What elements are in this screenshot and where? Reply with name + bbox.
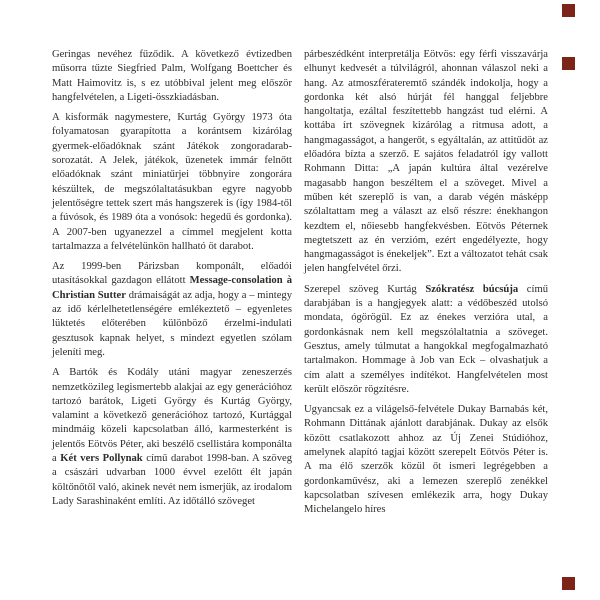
paragraph [304, 403, 548, 517]
body-text: A Bartók és Kodály utáni magyar zeneszerzés nemzetközileg legismertebb alakjai az egy generációhoz tartozó barátok, Ligeti György és Kurtág György, valamint a következő generációhoz tartozó, Kurtággal mindmáig közeli kapcsolatban álló, karmesterként is jelentős Eötvös Péter, aki beszélő csellistára komponálta a [52, 367, 292, 465]
square-marker-icon [562, 4, 575, 17]
work-title-bold: Message-consolation à Christian Sutter [52, 275, 292, 301]
square-marker-icon [562, 57, 575, 70]
text-column-right [304, 48, 548, 524]
paragraph [52, 48, 292, 105]
paragraph [304, 283, 548, 397]
square-marker-icon [562, 577, 575, 590]
paragraph [304, 48, 548, 277]
paragraph [52, 111, 292, 254]
work-title-bold: Szókratész búcsúja [425, 283, 519, 295]
body-text: Az 1999-ben Párizsban komponált, előadói utasításokkal gazdagon ellátott [52, 261, 292, 287]
text-column-left [52, 48, 292, 515]
body-text: című darabjában is a hangjegyek alatt: a védőbeszéd utolsó mondata, ógörögül. Ez az énekes verzióra utal, a gordonkásnak nem kell megszólaltatnia a szöveget. Gesztus, amely túlmutat a hangokkal megfogalmazható tartalmakon. Hommage à Job van Eck – olvashatjuk a cím alatt a személyes indítékot. Hangfelvételen most került először rögzítésre. [304, 283, 548, 395]
body-text: párbeszédként interpretálja Eötvös: egy férfi visszavárja elhunyt kedvesét a túlvilágról, ahonnan válaszol neki a hang. Az atmoszférateremtő szándék indokolja, hogy a gordonka két alsó húrját fél hanggal feljebbre hangoltatja, ezáltal feszítettebb hangzást tud elérni. A kottába írt szövegnek kizárólag a ritmusa adott, a hangmagasságot, a hangerőt, s egyáltalán, az attitűdöt az előadóra bízta a szerző. E sajátos feladatról így vallott Rohmann Ditta: „A japán kultúra által vezérelve magasabb hangon beszéltem el a szöveget. Mivel a műben két szereplő is van, a darab végén másképp szólaltattam meg a választ az első részre: énekhangon kezdtem el, nőiesebb hangfekvésben. Eötvös Péternek megtetszett az én verzióm, ezért engedélyezte, hogy hangmagasságot is énekeljek”. Ezt a változatot tehát csak jelen hangfelvétel őrzi. [304, 49, 548, 275]
body-text: Geringas nevéhez fűződik. A következő évtizedben műsorra tűzte Siegfried Palm, Wolfgang Boettcher és Matt Haimovitz is, s ez utóbbival jelent meg először hangfelvételen, a Ligeti-összkiadásban. [52, 49, 292, 103]
body-text: A kisformák nagymestere, Kurtág György 1973 óta folyamatosan gyarapította a korántsem kizárólag gyermek-előadóknak szánt Játékok zongoradarab-sorozatát. A Jelek, játékok, üzenetek immár felnőtt előadóknak szánt miniatűrjei többnyire zongorára készültek, de megszólaltatásukban egyre nagyobb jelentőségre tettek szert más hangszerek is (így 1984-től a fúvósok, és 1989 óta a vonósok: hegedű és gordonka). A 2007-ben ugyanezzel a címmel megjelent kotta tartalmazza a felvételünkön hallható öt darabot. [52, 112, 292, 252]
body-text: drámaiságát az adja, hogy a – mintegy az idő kérlelhetetlenségére emlékeztető – egyenletes lüktetés előterében különböző érzelmi-indulati gesztusok kapnak helyet, s mindezt egyetlen szólam jeleníti meg. [52, 289, 292, 358]
paragraph [52, 366, 292, 509]
body-text: című darabot 1998-ban. A szöveg a császári udvarban 1000 évvel ezelőtt élt japán költőnőtől való, akinek nevét nem ismerjük, az irodalom Lady Sarashinaként említi. Az időtálló szöveget [52, 453, 293, 507]
body-text: Ugyancsak ez a világelső-felvétele Dukay Barnabás két, Rohmann Dittának ajánlott darabjának. Dukay az elsők között csatlakozott ahhoz az Új Zenei Stúdióhoz, amelynek alapító tagjai között szerepelt Eötvös Péter is. A ma élő szerzők közül őt ismeri legrégebben a gordonkaművész, aki a lemezen szereplő zenékkel kapcsolatban szívesen emlékezik arra, hogy Dukay Michelangelo híres [304, 404, 548, 516]
work-title-bold: Két vers Pollynak [60, 453, 143, 465]
paragraph [52, 260, 292, 360]
body-text: Szerepel szöveg Kurtág [304, 283, 426, 295]
